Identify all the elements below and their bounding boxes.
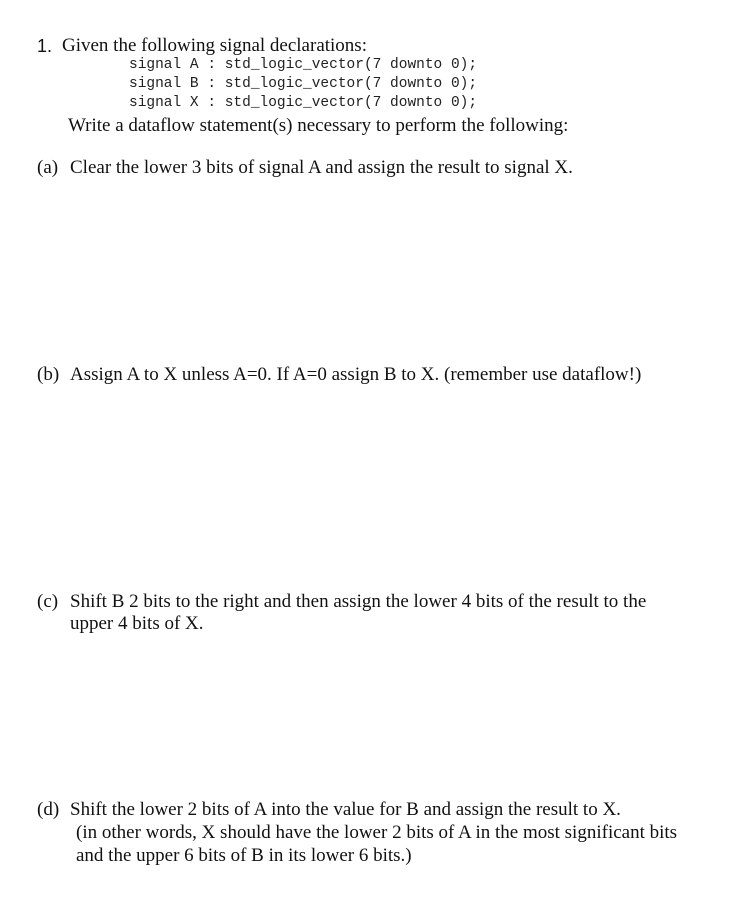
part-a-label: (a)	[37, 157, 59, 178]
part-d-label: (d)	[37, 799, 60, 820]
part-c-text-line1: Shift B 2 bits to the right and then assign the lower 4 bits of the result to the	[70, 591, 647, 612]
question-instruction: Write a dataflow statement(s) necessary to perform the following:	[68, 115, 569, 136]
declaration-b: signal B : std_logic_vector(7 downto 0);	[129, 76, 478, 92]
declaration-x: signal X : std_logic_vector(7 downto 0);	[129, 95, 478, 111]
part-c-text-line2: upper 4 bits of X.	[70, 613, 204, 634]
part-d-text-line3: and the upper 6 bits of B in its lower 6 bits.)	[76, 845, 412, 866]
part-a-text: Clear the lower 3 bits of signal A and assign the result to signal X.	[70, 157, 573, 178]
declaration-a: signal A : std_logic_vector(7 downto 0);	[129, 57, 478, 73]
question-intro: Given the following signal declarations:	[62, 35, 367, 56]
part-b-text: Assign A to X unless A=0. If A=0 assign B to X. (remember use dataflow!)	[70, 364, 642, 385]
part-d-text-line1: Shift the lower 2 bits of A into the value for B and assign the result to X.	[70, 799, 621, 820]
part-d-text-line2: (in other words, X should have the lower 2 bits of A in the most significant bits	[76, 822, 678, 843]
part-b-label: (b)	[37, 364, 60, 385]
part-c-label: (c)	[37, 591, 59, 612]
question-number: 1.	[37, 36, 53, 56]
